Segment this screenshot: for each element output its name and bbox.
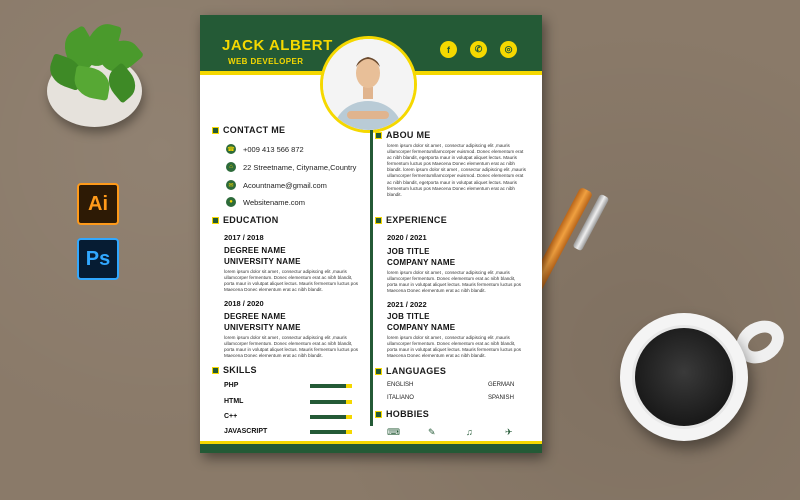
experience-description: lorem ipsum dolor sit amet , consectur adipiscing elit ,mauris ullamcorper fermentum. Donec elementum erat ac nibh blandit, porta maur in volutpat aliquet lectus. Mauris fermentum luctus pos Maecena Donec elementum erat ac nibh blandit. bbox=[387, 270, 522, 294]
education-description: lorem ipsum dolor sit amet , consectur adipiscing elit ,mauris ullamcorper fermentum. Donec elementum erat ac nibh blandit, porta maur in volutpat aliquet lectus. Mauris fermentum luctus pos Maecena Donec elementum erat ac nibh blandit. bbox=[224, 269, 359, 293]
experience-description: lorem ipsum dolor sit amet , consectur adipiscing elit ,mauris ullamcorper fermentum. Donec elementum erat ac nibh blandit, porta maur in volutpat aliquet lectus. Mauris fermentum luctus pos Maecena Donec elementum erat ac nibh blandit. bbox=[387, 335, 522, 359]
experience-years: 2021 / 2022 bbox=[387, 300, 427, 309]
contact-section-title: CONTACT ME bbox=[212, 125, 285, 135]
about-description: lorem ipsum dolor sit amet , consectur adipiscing elit ,mauris ullamcorper fermentumllamcorper euismod. Donec elementum erat ac nibh blandit, egetporta maur in volutpat aliquet lectus. Mauris fermentum luctus pos Maecena Donec elementum erat ac nibh blandit. lorem ipsum dolor sit amet , consectur adipiscing elit ,mauris ullamcorper fermentumllamcorper euismod. Donec elementum erat ac nibh blandit, egetporta maur in volutpat aliquet lectus. Mauris fermentum luctus pos Maecena Donec elementum erat ac nibh blandit. bbox=[387, 143, 526, 197]
skill-bar bbox=[310, 384, 352, 388]
experience-years: 2020 / 2021 bbox=[387, 233, 427, 242]
coffee-mug bbox=[620, 313, 748, 441]
education-years: 2018 / 2020 bbox=[224, 299, 264, 308]
language-item: ENGLISH bbox=[387, 382, 414, 388]
job-title: JOB TITLE bbox=[387, 247, 430, 256]
skill-bar bbox=[310, 430, 352, 434]
degree-name: DEGREE NAME bbox=[224, 246, 286, 255]
facebook-icon[interactable]: f bbox=[440, 41, 457, 58]
education-section-title: EDUCATION bbox=[212, 215, 279, 225]
contact-phone: ☎ +009 413 566 872 bbox=[227, 144, 304, 154]
about-section-title: ABOU ME bbox=[375, 130, 431, 140]
university-name: UNIVERSITY NAME bbox=[224, 323, 301, 332]
language-item: SPANISH bbox=[488, 395, 514, 401]
skill-bar bbox=[310, 400, 352, 404]
resume-footer-bar bbox=[200, 441, 542, 453]
contact-website: ● Websitename.com bbox=[226, 197, 305, 207]
profile-photo bbox=[320, 36, 417, 133]
hobbies-section-title: HOBBIES bbox=[375, 409, 429, 419]
university-name: UNIVERSITY NAME bbox=[224, 257, 301, 266]
job-title: JOB TITLE bbox=[387, 312, 430, 321]
location-icon: ● bbox=[226, 197, 236, 207]
email-icon: ✉ bbox=[226, 180, 236, 190]
illustrator-icon: Ai bbox=[77, 183, 119, 225]
company-name: COMPANY NAME bbox=[387, 323, 456, 332]
column-divider bbox=[370, 130, 373, 426]
skill-name: PHP bbox=[224, 382, 239, 389]
airplane-icon: ✈ bbox=[505, 427, 513, 437]
phone-icon: ☎ bbox=[226, 144, 236, 154]
resume-sheet bbox=[200, 15, 542, 453]
instagram-icon[interactable]: ◎ bbox=[500, 41, 517, 58]
education-description: lorem ipsum dolor sit amet , consectur adipiscing elit ,mauris ullamcorper fermentum. Donec elementum erat ac nibh blandit, porta maur in volutpat aliquet lectus. Mauris fermentum luctus pos Maecena Donec elementum erat ac nibh blandit. bbox=[224, 335, 359, 359]
company-name: COMPANY NAME bbox=[387, 258, 456, 267]
pen-icon: ✎ bbox=[428, 427, 436, 437]
degree-name: DEGREE NAME bbox=[224, 312, 286, 321]
contact-email: ✉ Acountname@gmail.com bbox=[226, 180, 327, 190]
skill-name: JAVASCRIPT bbox=[224, 428, 268, 435]
resume-name: JACK ALBERT bbox=[222, 37, 333, 54]
skill-bar bbox=[310, 415, 352, 419]
keyboard-icon: ⌨ bbox=[387, 427, 400, 437]
home-icon: ⌂ bbox=[226, 162, 236, 172]
plant-pot bbox=[47, 55, 142, 127]
photoshop-icon: Ps bbox=[77, 238, 119, 280]
language-item: ITALIANO bbox=[387, 395, 414, 401]
experience-section-title: EXPERIENCE bbox=[375, 215, 447, 225]
language-item: GERMAN bbox=[488, 382, 515, 388]
contact-address: ⌂ 22 Streetname, Cityname,Country bbox=[226, 162, 356, 172]
skills-section-title: SKILLS bbox=[212, 365, 257, 375]
education-years: 2017 / 2018 bbox=[224, 233, 264, 242]
skill-name: C++ bbox=[224, 413, 238, 420]
languages-section-title: LANGUAGES bbox=[375, 366, 446, 376]
whatsapp-icon[interactable]: ✆ bbox=[470, 41, 487, 58]
skill-name: HTML bbox=[224, 398, 244, 405]
music-icon: ♫ bbox=[466, 427, 473, 437]
resume-role: WEB DEVELOPER bbox=[228, 57, 304, 66]
